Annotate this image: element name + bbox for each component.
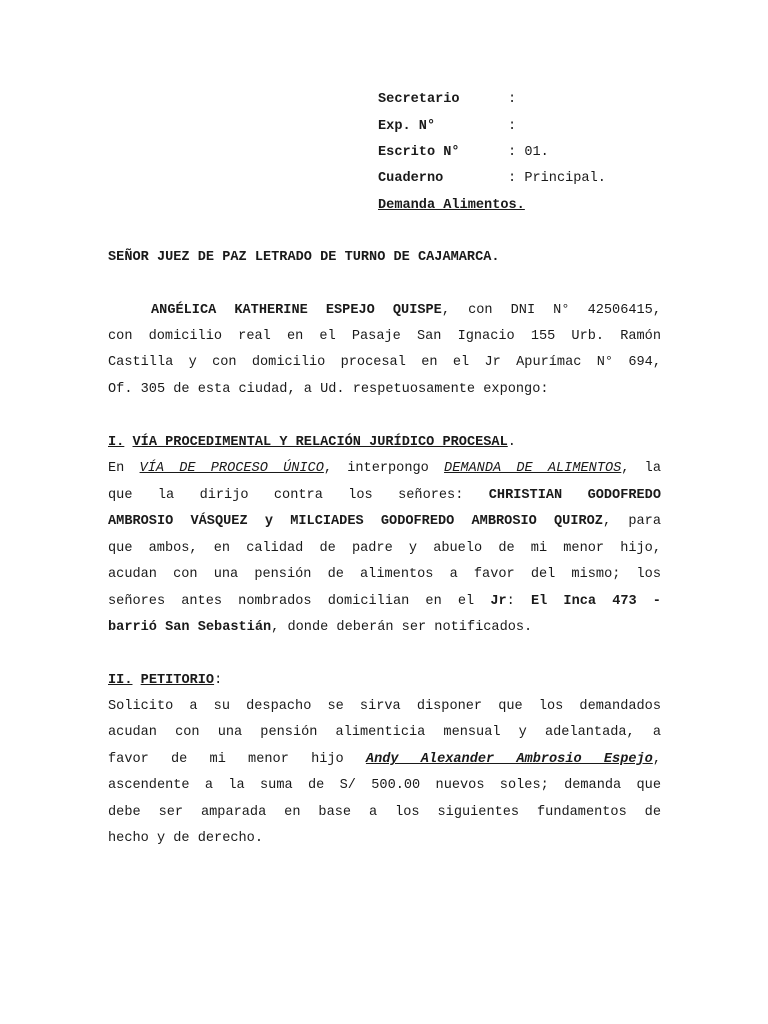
header-secretario [378, 92, 516, 107]
secretario-value: : [508, 92, 517, 107]
section2-num: II. [108, 673, 133, 688]
section2-line-2: acudan con una pensión alimenticia mensual y adelantada, a [108, 725, 661, 740]
s1-l6-a: señores antes nombrados domicilian en el [108, 594, 475, 609]
s1-l6-colon: : [506, 594, 515, 609]
sumilla [378, 198, 525, 213]
exp-value: : [508, 119, 517, 134]
plaintiff-name: ANGÉLICA KATHERINE ESPEJO QUISPE [151, 303, 442, 318]
header-exp [378, 119, 516, 134]
intro-line-2: con domicilio real en el Pasaje San Ignacio 155 Urb. Ramón [108, 329, 661, 344]
s2-l3-c: , [652, 752, 661, 767]
escrito-label: Escrito N° [378, 145, 460, 160]
section1-num: I. [108, 435, 125, 450]
section1-line-2 [108, 488, 661, 503]
s1-l2-a: que la dirijo contra los señores: [108, 488, 464, 503]
section1-heading [108, 435, 661, 450]
section2-colon: : [214, 673, 223, 688]
secretario-label: Secretario [378, 92, 460, 107]
section1-dot: . [507, 435, 516, 450]
sumilla-text: Demanda Alimentos. [378, 198, 525, 213]
s1-demanda-alimentos: DEMANDA DE ALIMENTOS [444, 461, 622, 476]
s1-address: El Inca 473 - [530, 594, 661, 609]
header-cuaderno [378, 171, 606, 186]
section2-line-3 [108, 752, 661, 767]
s1-barrio: barrió San Sebastián [108, 620, 272, 635]
cuaderno-value: : Principal. [508, 171, 606, 186]
s1-l3-b: , para [602, 514, 661, 529]
section1-line-1 [108, 461, 661, 476]
section2-line-5: debe ser amparada en base a los siguientes fundamentos de [108, 805, 661, 820]
cuaderno-label: Cuaderno [378, 171, 444, 186]
intro-line-3: Castilla y con domicilio procesal en el Jr Apurímac N° 694, [108, 355, 661, 370]
section1-line-4: que ambos, en calidad de padre y abuelo de mi menor hijo, [108, 541, 661, 556]
addressee [108, 250, 661, 265]
s2-child-name: Andy Alexander Ambrosio Espejo [365, 752, 653, 767]
section1-line-6 [108, 594, 661, 609]
section1-line-3 [108, 514, 661, 529]
addressee-text: SEÑOR JUEZ DE PAZ LETRADO DE TURNO DE CAJAMARCA. [108, 250, 500, 265]
header-escrito [378, 145, 549, 160]
section2-heading [108, 673, 661, 688]
s1-l1-c: , interpongo [323, 461, 429, 476]
section2-title: PETITORIO [140, 673, 215, 688]
escrito-value: : 01. [508, 145, 549, 160]
s1-l1-e: , la [621, 461, 661, 476]
s1-defendants: AMBROSIO VÁSQUEZ y MILCIADES GODOFREDO AMBROSIO QUIROZ [108, 514, 603, 529]
section1-title: VÍA PROCEDIMENTAL Y RELACIÓN JURÍDICO PROCESAL [132, 435, 508, 450]
s1-via-proceso: VÍA DE PROCESO ÚNICO [139, 461, 324, 476]
s2-l3-a: favor de mi menor hijo [108, 752, 344, 767]
section2-line-6: hecho y de derecho. [108, 831, 263, 846]
section2-line-4: ascendente a la suma de S/ 500.00 nuevos soles; demanda que [108, 778, 661, 793]
intro-line-4: Of. 305 de esta ciudad, a Ud. respetuosamente expongo: [108, 382, 549, 397]
section2-line-1: Solicito a su despacho se sirva disponer que los demandados [108, 699, 661, 714]
section1-line-5: acudan con una pensión de alimentos a favor del mismo; los [108, 567, 661, 582]
exp-label: Exp. N° [378, 119, 436, 134]
intro-line-1 [108, 303, 661, 318]
s1-jr: Jr [490, 594, 507, 609]
intro-dni: , con DNI N° 42506415, [441, 303, 662, 318]
s1-defendant-1a: CHRISTIAN GODOFREDO [488, 488, 661, 503]
s1-l1-a: En [108, 461, 125, 476]
s1-l7-b: , donde deberán ser notificados. [271, 620, 533, 635]
section1-line-7 [108, 620, 661, 635]
